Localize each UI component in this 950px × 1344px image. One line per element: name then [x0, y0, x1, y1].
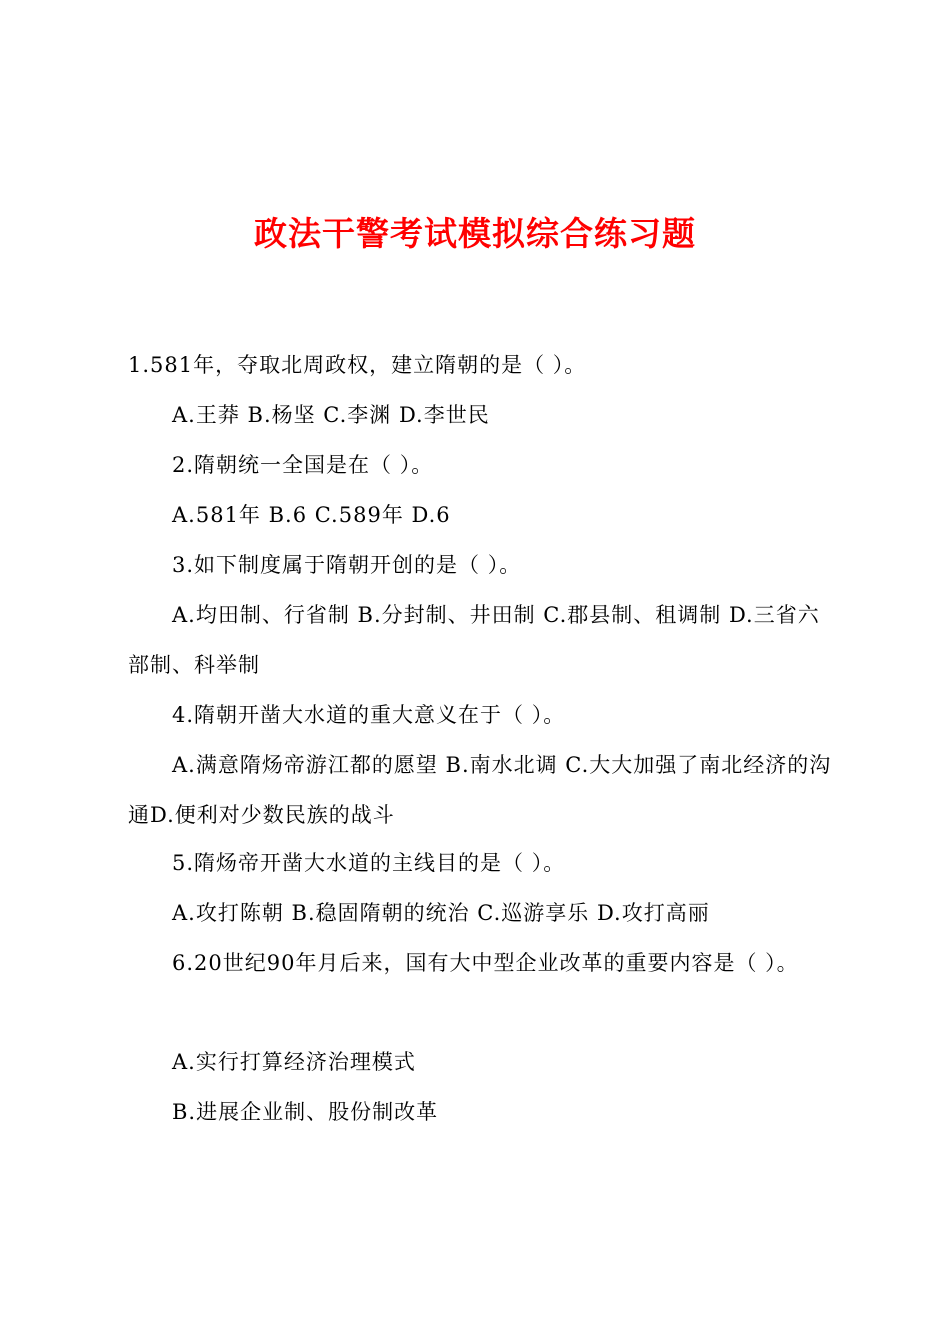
question-3-options: A.均田制、行省制 B.分封制、井田制 C.郡县制、租调制 D.三省六部制、科举制: [128, 603, 820, 677]
question-3: 3.如下制度属于隋朝开创的是（ ）。: [172, 553, 522, 577]
question-5: 5.隋炀帝开凿大水道的主线目的是（ ）。: [172, 851, 566, 875]
question-5-options: A.攻打陈朝 B.稳固隋朝的统治 C.巡游享乐 D.攻打高丽: [172, 901, 710, 925]
question-1: 1.581年，夺取北周政权，建立隋朝的是（ ）。: [128, 353, 587, 377]
question-6-option-a: A.实行打算经济治理模式: [172, 1050, 416, 1074]
question-4: 4.隋朝开凿大水道的重大意义在于（ ）。: [172, 703, 566, 727]
question-4-options: A.满意隋炀帝游江都的愿望 B.南水北调 C.大大加强了南北经济的沟通D.便利对少数民族的战斗: [128, 753, 832, 827]
question-2-options: A.581年 B.6 C.589年 D.6: [172, 503, 451, 527]
question-6: 6.20世纪90年月后来，国有大中型企业改革的重要内容是（ ）。: [172, 951, 799, 975]
question-2: 2.隋朝统一全国是在（ ）。: [172, 453, 434, 477]
document-title: 政法干警考试模拟综合练习题: [254, 214, 696, 253]
question-6-option-b: B.进展企业制、股份制改革: [172, 1100, 439, 1124]
question-1-options: A.王莽 B.杨坚 C.李渊 D.李世民: [172, 403, 490, 427]
